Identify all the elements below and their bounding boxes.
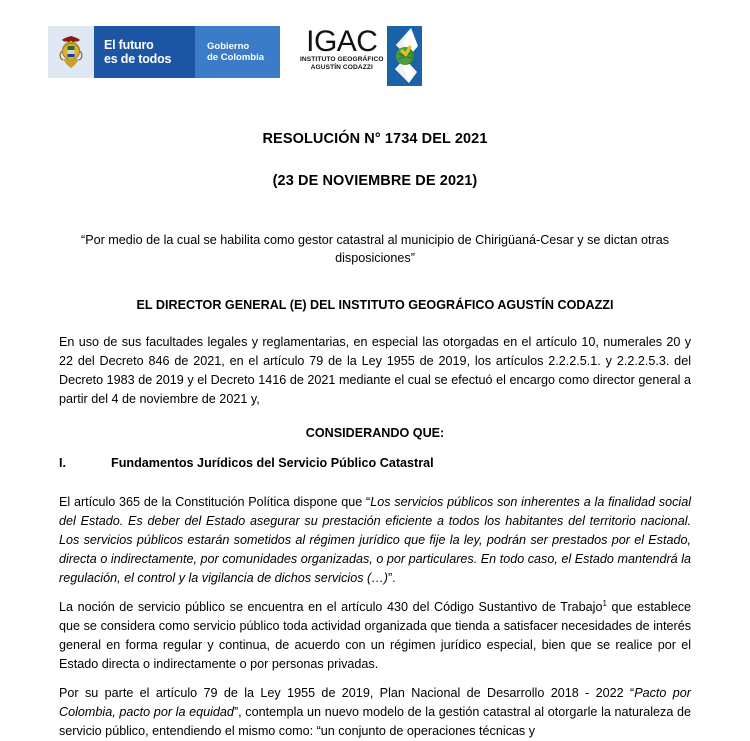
issuer-heading: EL DIRECTOR GENERAL (E) DEL INSTITUTO GEOGRÁFICO AGUSTÍN CODAZZI bbox=[136, 298, 614, 312]
gov-name-line2: de Colombia bbox=[207, 52, 265, 63]
igac-subtitle-line1: INSTITUTO GEOGRÁFICO bbox=[300, 56, 384, 64]
art365-lead: El artículo 365 de la Constitución Política dispone que “ bbox=[59, 495, 371, 509]
nocion-part2: que establece que se considera como servicio público toda actividad organizada que tienda a satisfacer necesidades de interés general en forma regular y continua, de acuerdo con un régimen jurídico especial, bien que se realice por el Estado directa o indirectamente o por personas privadas. bbox=[59, 600, 691, 671]
colombia-coat-of-arms-icon bbox=[58, 35, 84, 69]
art79-part2: ”, contempla un nuevo modelo de la gestión catastral al otorgarle la naturaleza de servicio público, entendiendo el mismo como: “un conjunto de operaciones técnicas y bbox=[59, 704, 692, 738]
gov-slogan-text bbox=[104, 38, 171, 66]
gov-name-line1: Gobierno bbox=[207, 40, 250, 52]
igac-logo bbox=[300, 26, 422, 86]
art365-tail: ”. bbox=[387, 570, 396, 585]
igac-subtitle-line2: AGUSTÍN CODAZZI bbox=[310, 64, 373, 72]
footnote-marker-1: 1 bbox=[602, 598, 607, 608]
paragraph-nocion-servicio-publico bbox=[59, 598, 691, 674]
section-title: Fundamentos Jurídicos del Servicio Público Catastral bbox=[111, 456, 434, 470]
logo-row bbox=[48, 26, 422, 86]
gov-slogan-line1: El futuro bbox=[104, 38, 154, 52]
art365-quote: Los servicios públicos son inherentes a la finalidad social del Estado. Es deber del Estado asegurar su prestación eficiente a todos los habitantes del territorio nacional. Los servicios públicos estarán sometidos al régimen jurídico que fije la ley, podrán ser prestados por el Estado, directa o indirectamente, por comunidades organizadas, o por particulares. En todo caso, el Estado mantendrá la regulación, el control y la vigilancia de dichos servicios (…) bbox=[59, 495, 691, 585]
gov-slogan-line2: es de todos bbox=[104, 52, 172, 66]
igac-emblem-icon bbox=[387, 26, 422, 86]
preamble-paragraph: En uso de sus facultades legales y reglamentarias, en especial las otorgadas en el artículo 10, numerales 20 y 22 del Decreto 846 de 2021, en el artículo 79 de la Ley 1955 de 2019, los artículos 2.2.2.5.1. y 2.2.2.5.3. del Decreto 1983 de 2019 y el Decreto 1416 de 2021 mediante el cual se efectuó el encargo como director general a partir del 4 de noviembre de 2021 y, bbox=[59, 335, 691, 406]
art79-part1: Por su parte el artículo 79 de la Ley 1955 de 2019, Plan Nacional de Desarrollo 2018 - 2022 “ bbox=[59, 686, 635, 700]
gov-slogan-cell bbox=[94, 26, 195, 78]
resolution-date: (23 DE NOVIEMBRE DE 2021) bbox=[272, 173, 478, 189]
igac-globe-diamond-icon bbox=[387, 26, 422, 86]
considerando-heading: CONSIDERANDO QUE: bbox=[305, 426, 445, 440]
igac-wordmark bbox=[300, 26, 384, 73]
resolution-epigraph: “Por medio de la cual se habilita como gestor catastral al municipio de Chirigüaná-Cesar y se dictan otras disposiciones” bbox=[81, 233, 669, 266]
paragraph-articulo-365 bbox=[59, 493, 691, 587]
section-number: I. bbox=[59, 456, 66, 470]
nocion-part1: La noción de servicio público se encuentra en el artículo 430 del Código Sustantivo de Trabajo bbox=[59, 600, 603, 614]
document-header bbox=[0, 26, 750, 92]
gov-name-cell bbox=[195, 26, 280, 78]
gobierno-de-colombia-logo bbox=[48, 26, 280, 78]
section-heading-i bbox=[59, 456, 691, 470]
colombia-shield-cell bbox=[48, 26, 94, 78]
art79-italic-pacto: Pacto por Colombia, pacto por la equidad bbox=[59, 686, 691, 719]
resolution-title: RESOLUCIÓN N° 1734 DEL 2021 bbox=[262, 131, 488, 147]
igac-acronym: IGAC bbox=[306, 25, 378, 58]
gov-name-text bbox=[207, 41, 264, 64]
paragraph-articulo-79 bbox=[59, 684, 691, 741]
